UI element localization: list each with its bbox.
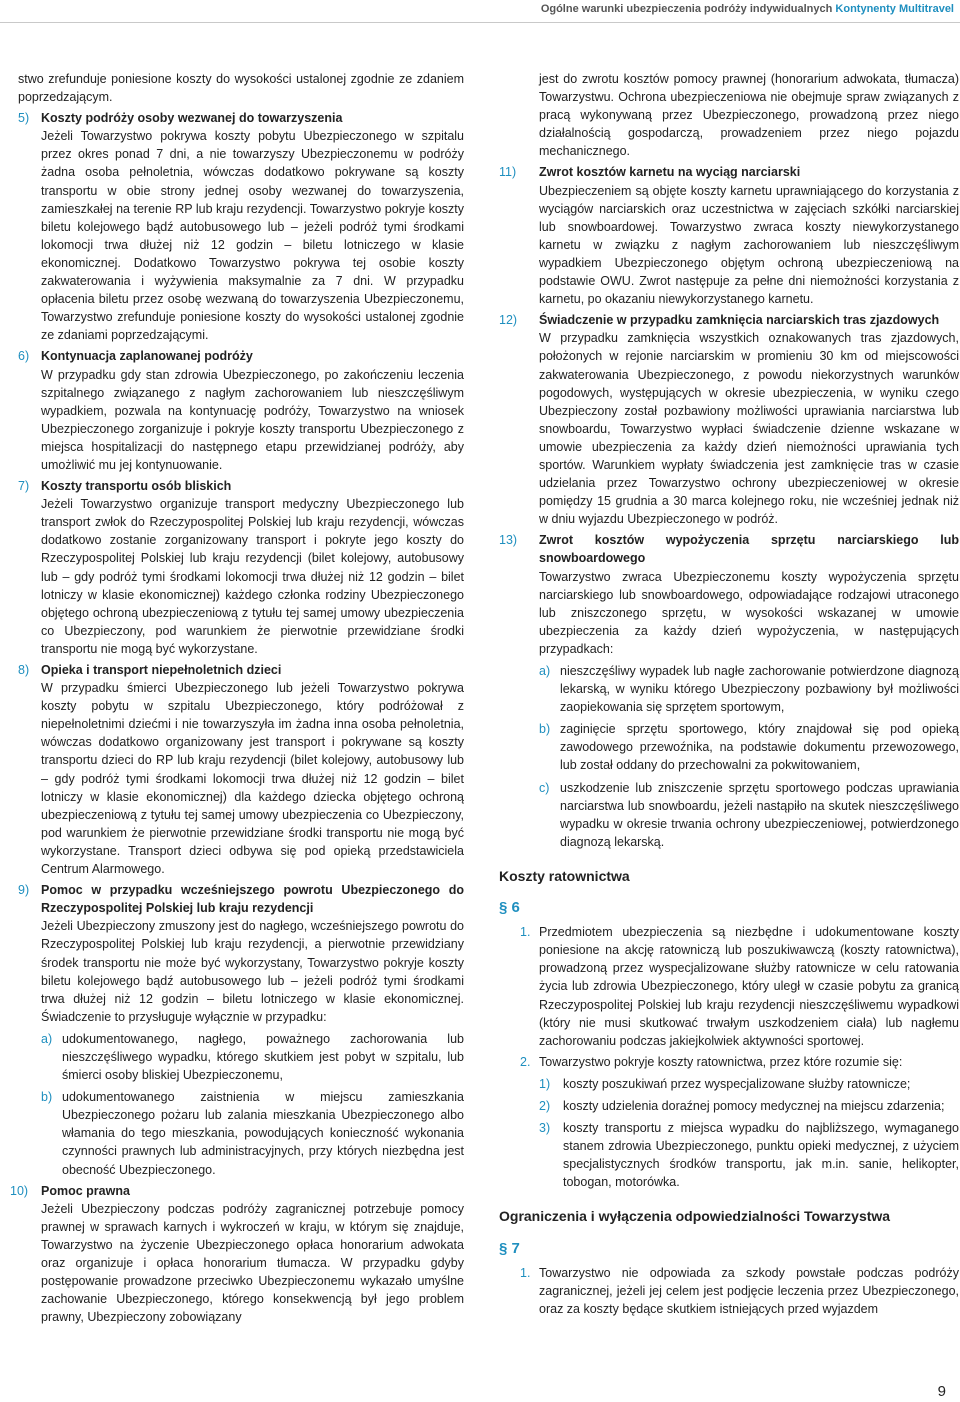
clause-6: [18, 347, 464, 474]
sub-clause-letter: b): [539, 722, 551, 737]
clause-text: Jeżeli Towarzystwo pokrywa koszty pobytu Ubezpieczonego w szpitalu przez okres ponad 7 dni, a nie towarzyszy Ubezpieczonemu w podróży żadna osoba pełnoletnia, wówczas dodatkowo pokrywane są koszty transportu w obie strony jednej osoby wezwanej do towarzyszenia, zamieszkałej na terenie RP lub kraju rezydencji. Towarzystwo pokryje koszty biletu kolejowego bądź autobusowego lub – jeżeli podróż tymi środkami lokomocji trwa dłużej niż 12 godzin – biletu lotniczego w klasie ekonomicznej. Dodatkowo Towarzystwo pokrywa tej osobie koszty zakwaterowania i wyżywienia maksymalnie za 7 dni. W przypadku opłacenia biletu przez osobę wezwaną do towarzyszenia Ubezpieczonemu, Towarzystwo zrefunduje poniesione koszty do wysokości ustalonej zgodnie ze zdaniami poprzedzającymi.: [41, 129, 464, 343]
section7-item-1: [499, 1264, 959, 1318]
sub-item-number: 3): [539, 1121, 551, 1136]
clause-title: Opieka i transport niepełnoletnich dzieci: [41, 663, 282, 677]
sub-item-text: koszty udzielenia doraźnej pomocy medycznej na miejscu zdarzenia;: [563, 1098, 945, 1113]
sub-clause-b: [539, 720, 959, 774]
page-header: [0, 0, 960, 23]
sub-item-text: koszty poszukiwań przez wyspecjalizowane służby ratownicze;: [563, 1076, 911, 1091]
sub-item-text: koszty transportu z miejsca wypadku do najbliższego, wymaganego stanem zdrowia Ubezpieczonego, punktu opieki medycznej, z użyciem specjalistycznych środków transportu, jak m.in. sanie, helikopter, tobogan, motorówka.: [563, 1121, 959, 1190]
continued-text: stwo zrefunduje poniesione koszty do wysokości ustalonej zgodnie ze zdaniem poprzedzającym.: [18, 72, 464, 105]
item-text: Towarzystwo nie odpowiada za szkody powstałe podczas podróży zagranicznej, jeżeli jej celem jest podjęcie leczenia przez Ubezpieczonego, oraz za koszty będące skutkiem istniejących przed wyjazdem: [539, 1265, 959, 1316]
clause-text: Jeżeli Ubezpieczony zmuszony jest do nagłego, wcześniejszego powrotu do Rzeczypospolitej Polskiej lub kraju rezydencji, a pierwotnie przewidziany środek transportu nie może być wykorzystany, Towarzystwo pokryje koszty biletu kolejowego bądź autobusowego lub – jeżeli podróż tymi środkami trwa dłużej niż 12 godzin – biletu lotniczego w klasie ekonomicznej. Świadczenie to przysługuje wyłącznie w przypadku:: [41, 919, 464, 1024]
clause-title: Zwrot kosztów karnetu na wyciąg narciarski: [539, 165, 801, 180]
clause-text: Ubezpieczeniem są objęte koszty karnetu uprawniającego do korzystania z wyciągów narciarskich oraz uczestnictwa w zajęciach szkółki narciarskiej lub snowboardowej. Towarzystwo zwraca koszty niewykorzystanego karnetu w związku z nagłym zachorowaniem lub nieszczęśliwym wypadkiem Ubezpieczonego objętym ochroną ubezpieczeniową na podstawie OWU. Zwrot następuje za pełne dni niemożności korzystania z karnetu, po okazaniu niewykorzystanego karnetu.: [539, 183, 959, 307]
sub-clause-a: [41, 1030, 464, 1084]
sub-clause-letter: a): [539, 664, 551, 678]
clause-number: 8): [18, 663, 30, 677]
section6-item-1: [499, 923, 959, 1050]
clause-7: [18, 477, 464, 658]
clause-text: W przypadku gdy stan zdrowia Ubezpieczonego, po zakończeniu leczenia szpitalnego związanego z nagłym zachorowaniem lub nieszczęśliwym wypadkiem, pozwala na kontynuację podróży, Towarzystwo na wniosek Ubezpieczonego zorganizuje i pokryje koszty transportu Ubezpieczonego z miejsca hospitalizacji do następnego etapu przewidzianej podróży, aby umożliwić mu jej kontynuowanie.: [41, 367, 464, 472]
sub-item-number: 1): [539, 1076, 551, 1091]
clause-text: W przypadku śmierci Ubezpieczonego lub jeżeli Towarzystwo pokrywa koszty pobytu w szpitalu Ubezpieczonego, który podróżował z niepełnoletnimi dziećmi i nie towarzyszyła im żadna inna osoba pełnoletnia, wówczas dodatkowo organizowany jest transport i pokrywane są koszty transportu dzieci do RP lub kraju rezydencji (bilet kolejowy, autobusowy lub – gdy podróż tymi środkami lokomocji trwa dłużej niż 12 godzin – bilet lotniczy w klasie ekonomicznej) dla każdego dziecka objętego ochroną ubezpieczeniową z tytułu tej samej umowy ubezpieczenia co Ubezpieczony, pod warunkiem że pierwotnie przewidziane środki transportu nie mogą być wykorzystane. Transport dzieci odbywa się pod opieką przedstawiciela Centrum Alarmowego.: [41, 681, 464, 877]
clause-text: Towarzystwo zwraca Ubezpieczonemu koszty wypożyczenia sprzętu narciarskiego lub snowboardowego, odpowiadające rodzajowi utraconego lub zniszczonego sprzętu, w wysokości wskazanej w umowie ubezpieczenia za każdy dzień wypożyczenia, w następujących przypadkach:: [539, 569, 959, 656]
item-text: Przedmiotem ubezpieczenia są niezbędne i udokumentowane koszty poniesione na akcję ratowniczą lub poszukiwawczą (koszty ratownictwa), prowadzoną przez wyspecjalizowane służby ratownicze w celu ratowania życia lub zdrowia Ubezpieczonego, który uległ w czasie pobytu za granicą Rzeczypospolitej Polskiej lub kraju rezydencji nieszczęśliwemu wypadkowi (który nie musi skutkować trwałym uszkodzeniem ciała) lub nagłemu zachorowaniu podczas jakiejkolwiek aktywności sportowej.: [539, 925, 959, 1048]
sub-clause-letter: b): [41, 1090, 53, 1105]
sub-clause-text: zaginięcie sprzętu sportowego, który znajdował się pod opieką zawodowego przewoźnika, na podstawie dokumentu przewozowego, lub został oddany do przechowalni za pokwitowaniem,: [560, 722, 959, 773]
clause-title: Kontynuacja zaplanowanej podróży: [41, 349, 253, 364]
clause-number: 11): [499, 165, 517, 180]
clause-8: [18, 661, 464, 878]
clause-11: [499, 163, 959, 308]
clause-title: Pomoc prawna: [41, 1183, 130, 1198]
clause-title: Świadczenie w przypadku zamknięcia narciarskich tras zjazdowych: [539, 313, 940, 328]
clause-5: [18, 109, 464, 344]
section6-sub-1: [499, 1075, 959, 1093]
sub-clause-text: nieszczęśliwy wypadek lub nagłe zachorowanie potwierdzone diagnozą lekarską, w wyniku którego Ubezpieczony pozbawiony był możliwości zaopiekowania się sprzętem sportowym,: [560, 664, 959, 715]
clause-text: Jeżeli Ubezpieczony podczas podróży zagranicznej potrzebuje pomocy prawnej w sprawach karnych i wykroczeń w kraju, w którym się znajduje, Towarzystwo na życzenie Ubezpieczonego opłaca honorarium adwokata oraz organizuje i opłaca honorarium tłumacza. W przypadku gdyby postępowanie prowadzone przeciwko Ubezpieczonemu wykazało umyślne zachowanie Ubezpieczonego, którego konsekwencją był jego problem prawny, Ubezpieczony zobowiązany: [41, 1201, 464, 1325]
item-number: 2.: [520, 1054, 531, 1069]
left-column: [10, 70, 464, 1326]
section-heading: Ograniczenia i wyłączenia odpowiedzialności Towarzystwa: [499, 1208, 891, 1225]
clause-number: 7): [18, 479, 30, 494]
item-text: Towarzystwo pokryje koszty ratownictwa, przez które rozumie się:: [539, 1054, 903, 1069]
clause-number: 5): [18, 111, 30, 126]
clause-12: [499, 311, 959, 528]
clause-text: Jeżeli Towarzystwo organizuje transport medyczny Ubezpieczonego lub transport zwłok do Rzeczypospolitej Polskiej lub kraju rezydencji, wówczas dodatkowo zostanie zorganizowany transport i pokryte jego koszty do Rzeczypospolitej Polskiej lub kraju rezydencji (bilet kolejowy, autobusowy lub – gdy podróż tymi środkami lokomocji trwa dłużej niż 12 godzin – bilet lotniczy w klasie ekonomicznej) każdego członka rodziny Ubezpieczonego objętego ochroną ubezpieczeniową z tytułu tej samej umowy ubezpieczenia co Ubezpieczony, pod warunkiem że pierwotnie przewidziane środki transportu nie mogą być wykorzystane.: [41, 497, 464, 656]
item-number: 1.: [520, 925, 531, 940]
clause-title: Koszty podróży osoby wezwanej do towarzyszenia: [41, 111, 343, 126]
document-title: Ogólne warunki ubezpieczenia podróży indywidualnych: [540, 3, 836, 15]
right-column: [499, 70, 959, 1318]
paragraph-number: § 6: [499, 899, 520, 917]
sub-clause-c: [539, 779, 959, 851]
clause-13: [499, 531, 959, 851]
sub-clause-a: [539, 662, 959, 716]
clause-title: Pomoc w przypadku wcześniejszego powrotu Ubezpieczonego do Rzeczypospolitej Polskiej lub kraju rezydencji: [41, 883, 464, 916]
page-number: 9: [937, 1383, 946, 1400]
clause-title: Zwrot kosztów wypożyczenia sprzętu narciarskiego lub snowboardowego: [539, 533, 959, 566]
sub-clause-b: [41, 1088, 464, 1178]
sub-clause-text: uszkodzenie lub zniszczenie sprzętu sportowego podczas uprawiania narciarstwa lub snowboardu, jeżeli nastąpiło na skutek nieszczęśliwego wypadku w okresie trwania ochrony ubezpieczeniowej, potwierdzonego diagnozą lekarską.: [560, 780, 959, 849]
clause-number: 12): [499, 313, 518, 328]
clause-number: 6): [18, 349, 30, 364]
sub-clause-letter: a): [41, 1031, 53, 1046]
section6-item-2: [499, 1053, 959, 1071]
clause-number: 13): [499, 533, 518, 548]
clause-10: [10, 1182, 464, 1327]
section6-sub-2: [499, 1097, 959, 1115]
paragraph-number: § 7: [499, 1239, 520, 1257]
product-name: Kontynenty Multitravel: [835, 3, 954, 15]
section6-sub-3: [499, 1119, 959, 1191]
sub-clause-text: udokumentowanego, nagłego, poważnego zachorowania lub nieszczęśliwego wypadku, którego skutkiem jest pobyt w szpitalu, lub śmierci osoby bliskiej Ubezpieczonemu,: [62, 1031, 464, 1083]
clause-number: 10): [10, 1183, 29, 1198]
clause-title: Koszty transportu osób bliskich: [41, 479, 232, 494]
sub-clause-letter: c): [539, 780, 550, 795]
sub-item-number: 2): [539, 1098, 551, 1113]
clause-text: W przypadku zamknięcia wszystkich oznakowanych tras zjazdowych, położonych w rejonie narciarskim w promieniu 30 km od miejscowości zakwaterowania Ubezpieczonego, z powodu niekorzystnych warunków pogodowych, występujących w okresie ubezpieczenia, w wyniku czego Ubezpieczony został pozbawiony możliwości uprawiania narciarstwa lub snowboardu, Towarzystwo wypłaci świadczenie dzienne wskazane w umowie ubezpieczenia za każdy dzień niemożności uprawiania tych sportów. Warunkiem wypłaty świadczenia jest zamknięcie tras w czasie udzielania przez Towarzystwo ochrony ubezpieczeniowej w okresie pomiędzy 15 grudnia a 30 marca kolejnego roku, nie wcześniej jednak niż w dniu wyjazdu Ubezpieczonego w podróż.: [539, 331, 959, 527]
clause-9: [18, 881, 464, 1179]
sub-clause-text: udokumentowanego zaistnienia w miejscu zamieszkania Ubezpieczonego pożaru lub zalania mieszkania Ubezpieczonego albo włamania do tego mieszkania, powodujących konieczność wykonania czynności prawnych lub administracyjnych, przy których niezbędna jest obecność Ubezpieczonego.: [62, 1090, 464, 1177]
section-heading: Koszty ratownictwa: [499, 867, 630, 884]
item-number: 1.: [520, 1265, 531, 1280]
continued-text: jest do zwrotu kosztów pomocy prawnej (honorarium adwokata, tłumacza) Towarzystwu. Ochrona ubezpieczeniowa nie obejmuje spraw związanych z pracą wykonywaną przez Ubezpieczonego, prowadzoną przez niego działalnością gospodarczą, prowadzeniem przez niego pojazdu mechanicznego.: [539, 72, 959, 159]
clause-number: 9): [18, 883, 30, 898]
